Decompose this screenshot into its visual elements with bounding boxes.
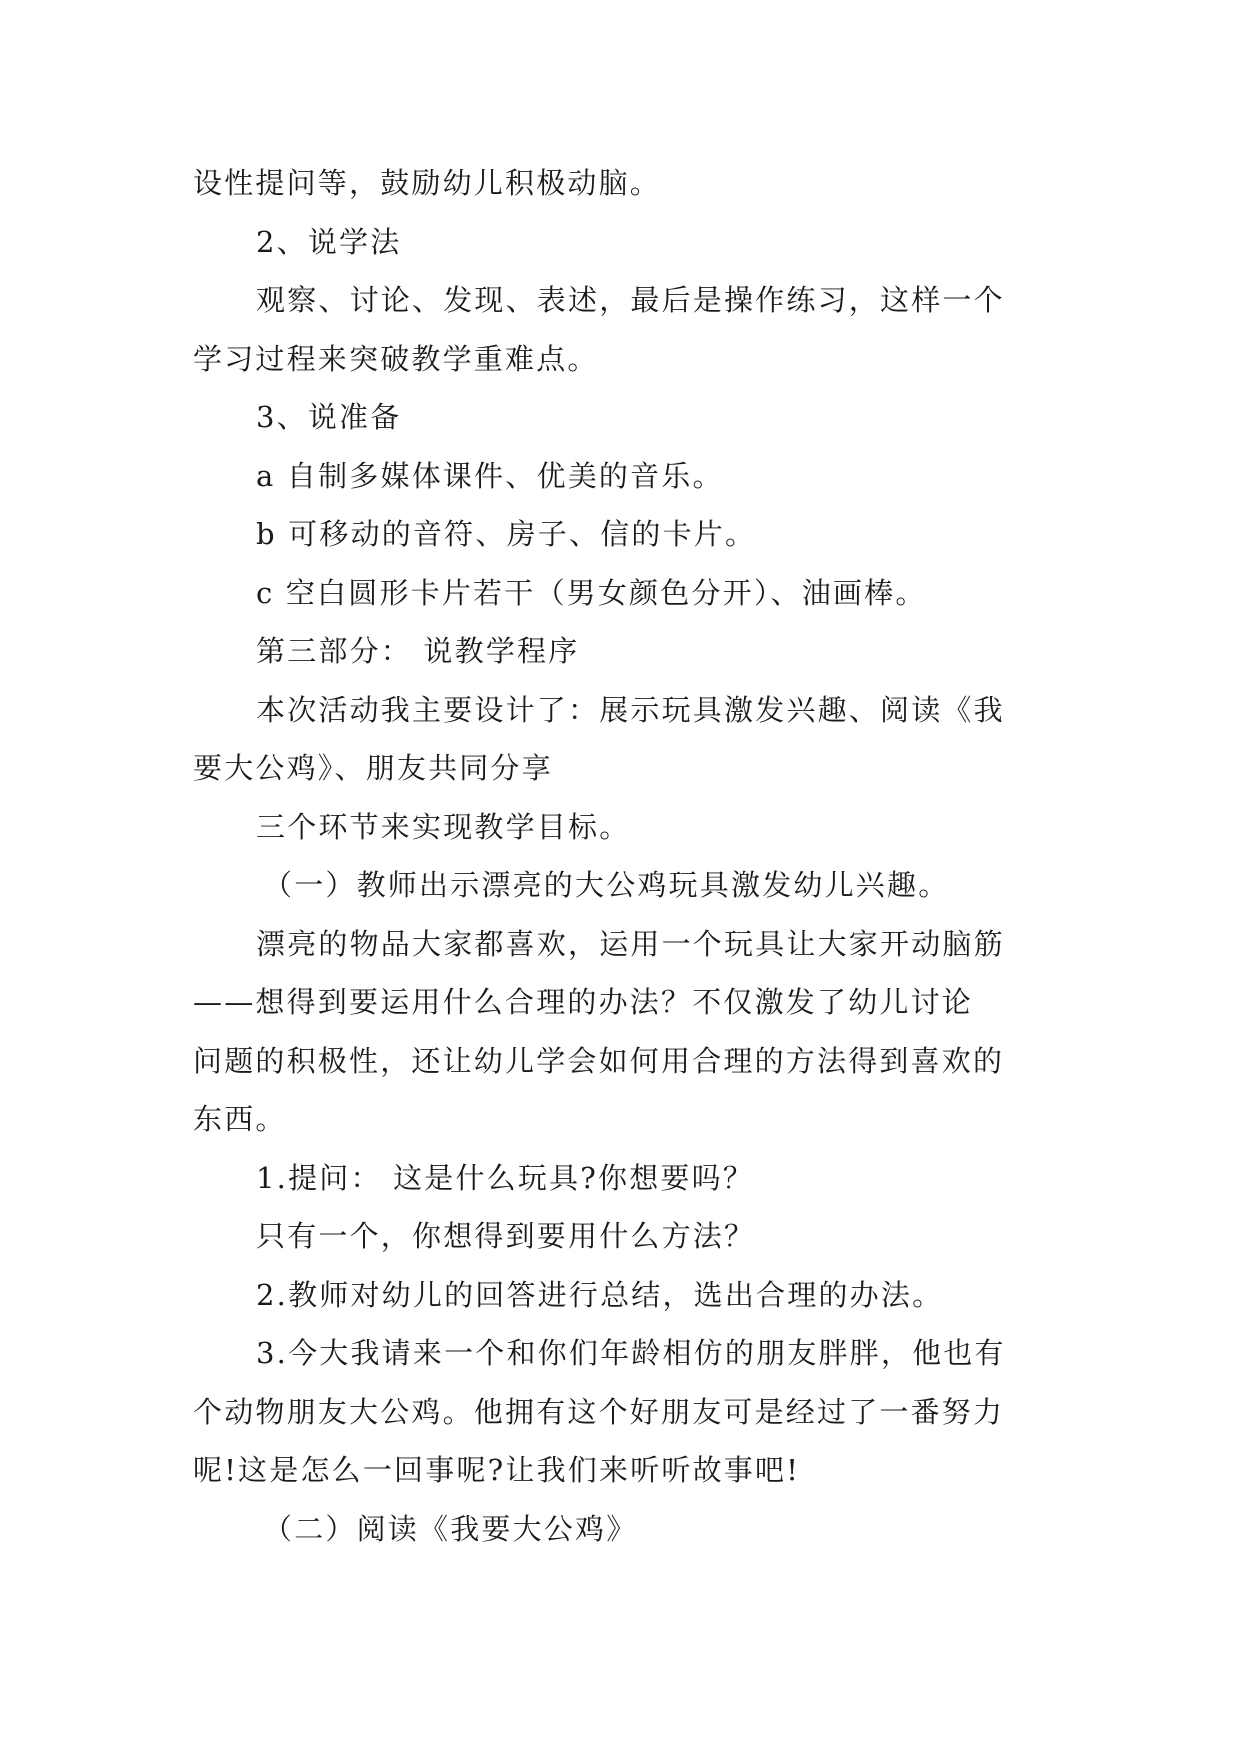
text-line: 只有一个，你想得到要用什么方法？ bbox=[256, 1219, 756, 1253]
numbered-item-2: 2.教师对幼儿的回答进行总结，选出合理的办法。 bbox=[256, 1277, 944, 1312]
numbered-item-3: 3.今大我请来一个和你们年龄相仿的朋友胖胖，他也有 bbox=[256, 1336, 1006, 1370]
text-line-continuation: 设性提问等，鼓励幼儿积极动脑。 bbox=[193, 166, 662, 200]
text-line: 个动物朋友大公鸡。他拥有这个好朋友可是经过了一番努力 bbox=[193, 1394, 1005, 1429]
list-item-b: b 可移动的音符、房子、信的卡片。 bbox=[256, 517, 757, 551]
text-line: 呢!这是怎么一回事呢?让我们来听听故事吧! bbox=[193, 1453, 801, 1487]
text-line: 漂亮的物品大家都喜欢，运用一个玩具让大家开动脑筋 bbox=[256, 926, 1005, 961]
list-item-a: a 自制多媒体课件、优美的音乐。 bbox=[256, 458, 724, 493]
list-item-c: c 空白圆形卡片若干（男女颜色分开）、油画棒。 bbox=[256, 575, 927, 610]
text-line: 三个环节来实现教学目标。 bbox=[256, 809, 631, 844]
numbered-item-1: 1.提问： 这是什么玩具?你想要吗？ bbox=[256, 1160, 755, 1195]
subheading-preparation: 3、说准备 bbox=[256, 400, 402, 434]
text-line: 学习过程来突破教学重难点。 bbox=[193, 341, 599, 376]
text-line: ——想得到要运用什么合理的办法？不仅激发了幼儿讨论 bbox=[193, 985, 974, 1019]
step-heading-one: （一）教师出示漂亮的大公鸡玩具激发幼儿兴趣。 bbox=[263, 868, 950, 902]
text-line: 观察、讨论、发现、表述，最后是操作练习，这样一个 bbox=[256, 283, 1005, 317]
text-line: 本次活动我主要设计了：展示玩具激发兴趣、阅读《我 bbox=[256, 692, 1005, 727]
text-line: 要大公鸡》、朋友共同分享 bbox=[193, 751, 553, 785]
step-heading-two: （二）阅读《我要大公鸡》 bbox=[263, 1511, 638, 1546]
text-line: 问题的积极性，还让幼儿学会如何用合理的方法得到喜欢的 bbox=[193, 1043, 1005, 1078]
text-line: 东西。 bbox=[193, 1102, 287, 1136]
document-body bbox=[193, 154, 1055, 1558]
section-heading-part-three: 第三部分： 说教学程序 bbox=[256, 634, 580, 668]
subheading-study-method: 2、说学法 bbox=[256, 224, 402, 259]
